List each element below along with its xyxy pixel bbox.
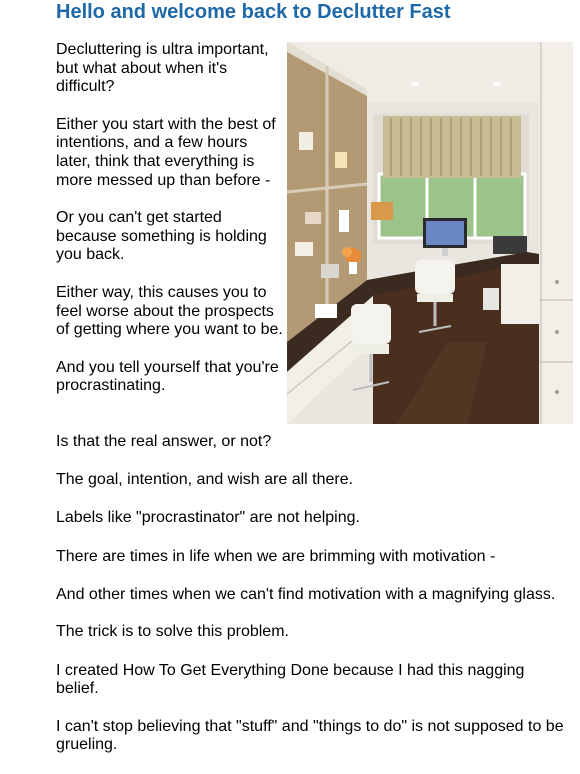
paragraph: Labels like "procrastinator" are not helping. [56, 509, 360, 527]
paragraph: Either you start with the best of intentions, and a few hours later, think that everything is more messed up than before - [56, 115, 276, 189]
photo-illustration [287, 42, 573, 424]
paragraph: And you tell yourself that you're procrastinating. [56, 358, 279, 395]
paragraph: There are times in life when we are brimming with motivation - [56, 547, 496, 565]
page-title: Hello and welcome back to Declutter Fast [56, 1, 451, 23]
paragraph: The trick is to solve this problem. [56, 623, 289, 641]
paragraph: I can't stop believing that "stuff" and "things to do" is not supposed to be grueling. [56, 717, 564, 754]
home-office-photo [287, 42, 573, 424]
paragraph: Decluttering is ultra important, but what about when it's difficult? [56, 41, 269, 96]
paragraph: Is that the real answer, or not? [56, 433, 272, 450]
paragraph: Or you can't get started because something is holding you back. [56, 209, 267, 264]
body-text-wide [56, 433, 571, 774]
paragraph: I created How To Get Everything Done because I had this nagging belief. [56, 661, 525, 698]
paragraph: Either way, this causes you to feel worse about the prospects of getting where you want to be. [56, 283, 283, 339]
paragraph: The goal, intention, and wish are all there. [56, 471, 354, 489]
paragraph: And other times when we can't find motivation with a magnifying glass. [56, 585, 556, 603]
intro-text-column [56, 41, 284, 415]
